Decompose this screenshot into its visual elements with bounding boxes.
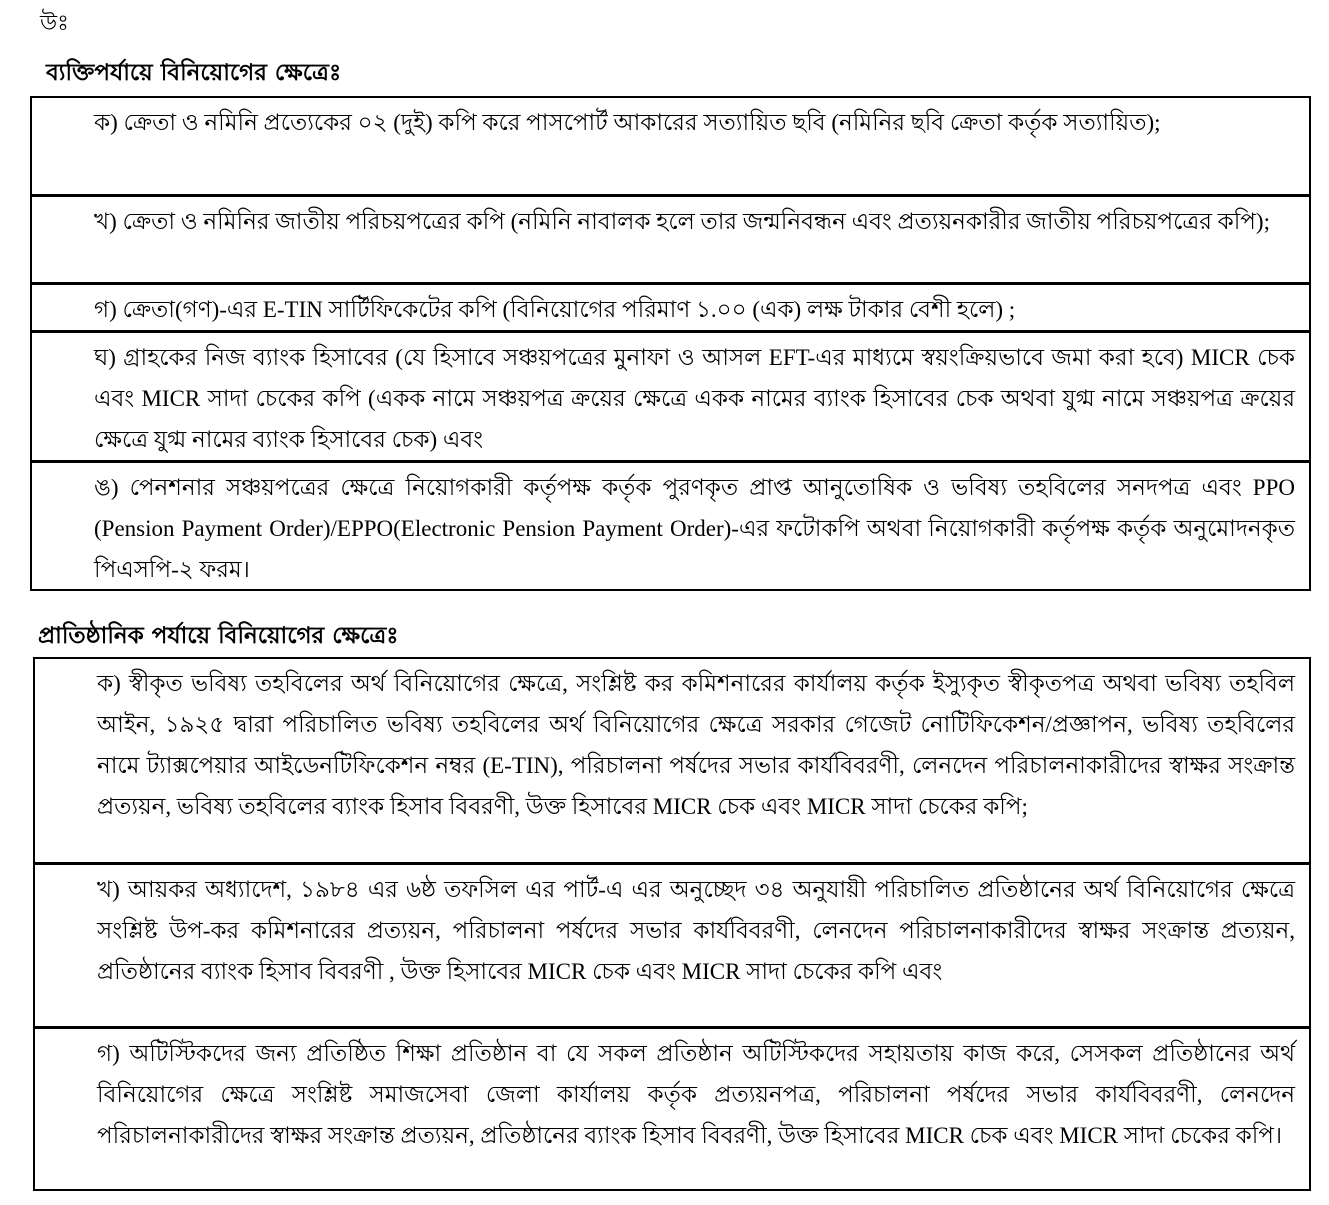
requirement-item: ঙ) পেনশনার সঞ্চয়পত্রের ক্ষেত্রে নিয়োগকারী কর্তৃপক্ষ কর্তৃক পুরণকৃত প্রাপ্ত আনুতোষিক ও ভবিষ্য তহবিলের সনদপত্র এবং PPO (Pension Payment Order)/EPPO(Electronic Pension Payment Order)-এর ফটোকপি অথবা নিয়োগকারী কর্তৃপক্ষ কর্তৃক অনুমোদনকৃত পিএসপি-২ ফরম। xyxy=(94,475,1295,582)
requirement-item: ক) ক্রেতা ও নমিনি প্রত্যেকের ০২ (দুই) কপি করে পাসপোর্ট আকারের সত্যায়িত ছবি (নমিনির ছবি ক্রেতা কর্তৃক সত্যায়িত); xyxy=(32,98,1309,197)
page-label: উঃ xyxy=(40,10,69,35)
individual-requirements-table xyxy=(30,96,1311,591)
section-heading-institutional: প্রাতিষ্ঠানিক পর্যায়ে বিনিয়োগের ক্ষেত্রেঃ xyxy=(38,623,399,649)
requirement-item: গ) ক্রেতা(গণ)-এর E-TIN সার্টিফিকেটের কপি (বিনিয়োগের পরিমাণ ১.০০ (এক) লক্ষ টাকার বেশী হলে) ; xyxy=(32,285,1309,333)
requirement-item: ক) স্বীকৃত ভবিষ্য তহবিলের অর্থ বিনিয়োগের ক্ষেত্রে, সংশ্লিষ্ট কর কমিশনারের কার্যালয় কর্তৃক ইস্যুকৃত স্বীকৃতপত্র অথবা ভবিষ্য তহবিল আইন, ১৯২৫ দ্বারা পরিচালিত ভবিষ্য তহবিলের অর্থ বিনিয়োগের ক্ষেত্রে সরকার গেজেট নোটিফিকেশন/প্রজ্ঞাপন, ভবিষ্য তহবিলের নামে ট্যাক্সপেয়ার আইডেনটিফিকেশন নম্বর (E-TIN), পরিচালনা পর্ষদের সভার কার্যবিবরণী, লেনদেন পরিচালনাকারীদের স্বাক্ষর সংক্রান্ত প্রত্যয়ন, ভবিষ্য তহবিলের ব্যাংক হিসাব বিবরণী, উক্ত হিসাবের MICR চেক এবং MICR সাদা চেকের কপি; xyxy=(35,659,1309,865)
institutional-requirements-table xyxy=(33,657,1311,1191)
section-heading-individual: ব্যক্তিপর্যায়ে বিনিয়োগের ক্ষেত্রেঃ xyxy=(46,60,342,86)
requirement-item: খ) ক্রেতা ও নমিনির জাতীয় পরিচয়পত্রের কপি (নমিনি নাবালক হলে তার জন্মনিবন্ধন এবং প্রত্যয়নকারীর জাতীয় পরিচয়পত্রের কপি); xyxy=(32,197,1309,285)
requirement-item: গ) অটিস্টিকদের জন্য প্রতিষ্ঠিত শিক্ষা প্রতিষ্ঠান বা যে সকল প্রতিষ্ঠান অটিস্টিকদের সহায়তায় কাজ করে, সেসকল প্রতিষ্ঠানের অর্থ বিনিয়োগের ক্ষেত্রে সংশ্লিষ্ট সমাজসেবা জেলা কার্যালয় কর্তৃক প্রত্যয়নপত্র, পরিচালনা পর্ষদের সভার কার্যবিবরণী, লেনদেন পরিচালনাকারীদের স্বাক্ষর সংক্রান্ত প্রত্যয়ন, প্রতিষ্ঠানের ব্যাংক হিসাব বিবরণী, উক্ত হিসাবের MICR চেক এবং MICR সাদা চেকের কপি। xyxy=(97,1041,1295,1148)
requirement-item: ঘ) গ্রাহকের নিজ ব্যাংক হিসাবের (যে হিসাবে সঞ্চয়পত্রের মুনাফা ও আসল EFT-এর মাধ্যমে স্বয়ংক্রিয়ভাবে জমা করা হবে) MICR চেক এবং MICR সাদা চেকের কপি (একক নামে সঞ্চয়পত্র ক্রয়ের ক্ষেত্রে একক নামের ব্যাংক হিসাবের চেক অথবা যুগ্ম নামে সঞ্চয়পত্র ক্রয়ের ক্ষেত্রে যুগ্ম নামের ব্যাংক হিসাবের চেক) এবং xyxy=(32,333,1309,463)
requirement-item: খ) আয়কর অধ্যাদেশ, ১৯৮৪ এর ৬ষ্ঠ তফসিল এর পার্ট-এ এর অনুচ্ছেদ ৩৪ অনুযায়ী পরিচালিত প্রতিষ্ঠানের অর্থ বিনিয়োগের ক্ষেত্রে সংশ্লিষ্ট উপ-কর কমিশনারের প্রত্যয়ন, পরিচালনা পর্ষদের সভার কার্যবিবরণী, লেনদেন পরিচালনাকারীদের স্বাক্ষর সংক্রান্ত প্রত্যয়ন, প্রতিষ্ঠানের ব্যাংক হিসাব বিবরণী , উক্ত হিসাবের MICR চেক এবং MICR সাদা চেকের কপি এবং xyxy=(35,865,1309,1029)
